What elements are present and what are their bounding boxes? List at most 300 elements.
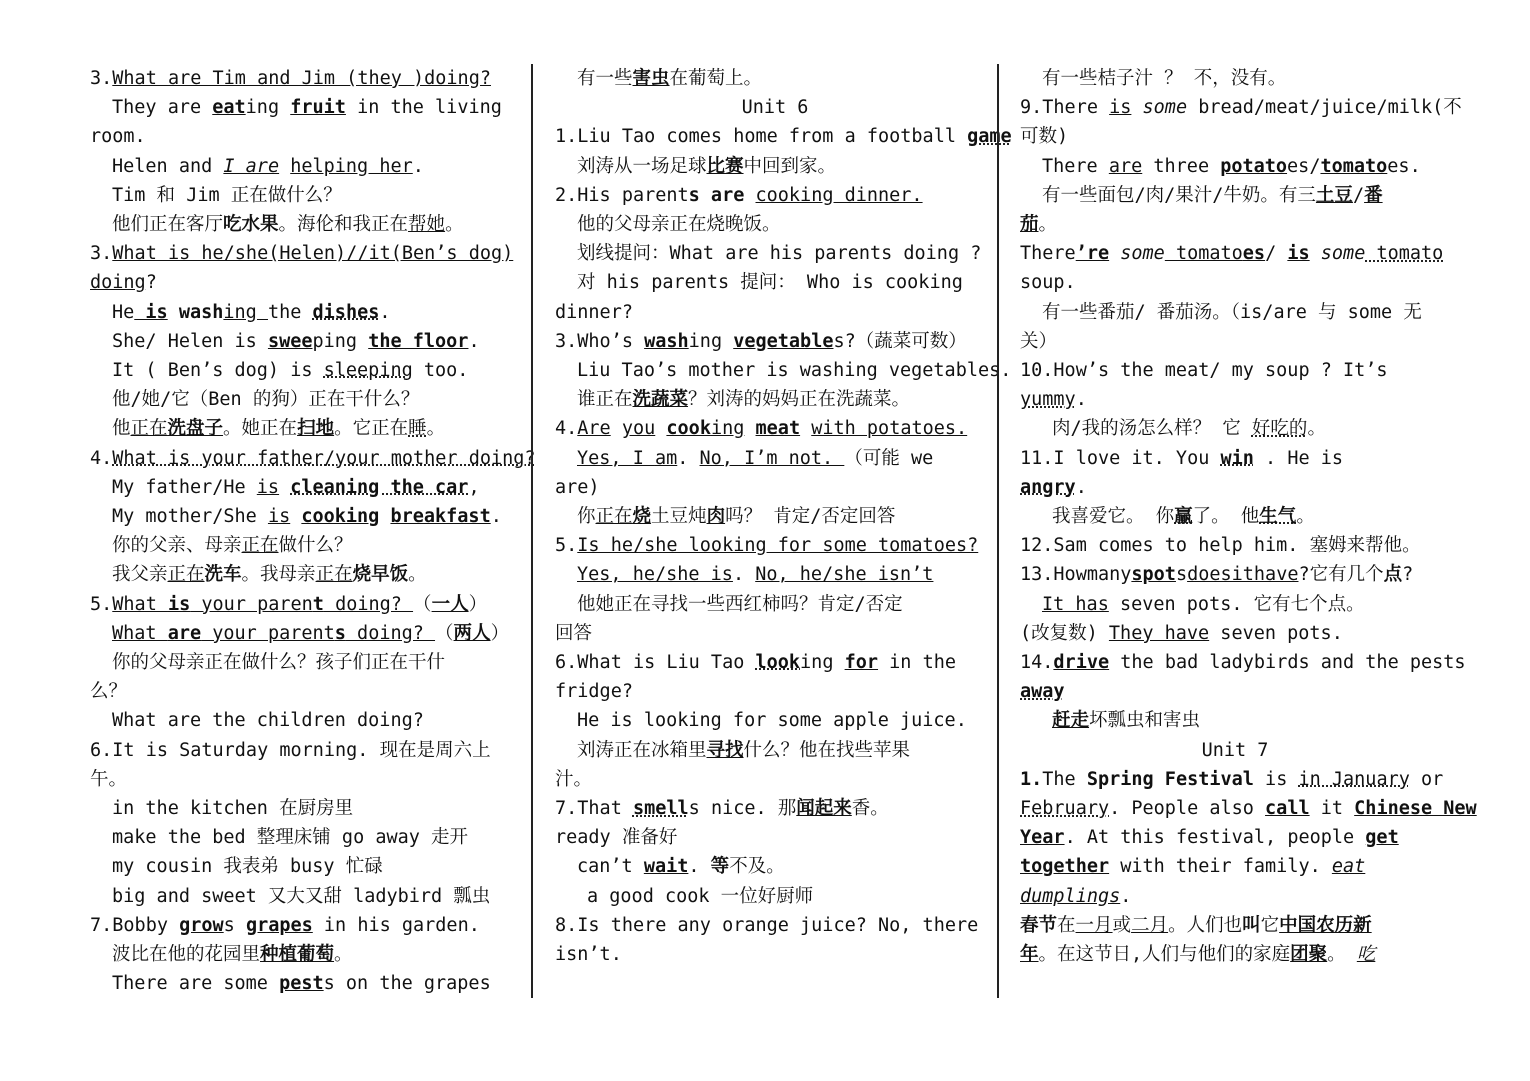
- text-segment: the: [267, 301, 313, 323]
- text-segment: 。: [408, 564, 427, 586]
- text-line: [1020, 152, 1450, 181]
- text-line: [90, 823, 520, 852]
- text-segment: The: [1042, 768, 1087, 790]
- text-segment: 比赛: [706, 155, 744, 177]
- text-line: [1020, 940, 1450, 969]
- text-line: [555, 911, 995, 940]
- text-segment: ）: [468, 593, 488, 615]
- text-segment: 吃: [1356, 944, 1376, 966]
- text-segment: 洗车: [204, 564, 242, 586]
- text-segment: 13.Howmany: [1020, 564, 1132, 586]
- text-line: [1020, 444, 1450, 473]
- text-segment: isn’t.: [555, 944, 622, 966]
- text-segment: doesithave: [1187, 564, 1299, 586]
- text-line: [555, 327, 995, 356]
- text-segment: 你: [577, 506, 596, 528]
- text-segment: My mother/She: [112, 506, 268, 528]
- text-segment: or: [1409, 768, 1444, 790]
- text-segment: with their family.: [1109, 856, 1332, 878]
- text-segment: 坏瓢虫和害虫: [1089, 710, 1201, 732]
- text-segment: .: [1075, 476, 1087, 498]
- text-segment: 有一些: [577, 68, 633, 89]
- text-line: [555, 531, 995, 560]
- text-segment: 种植葡萄: [260, 944, 335, 966]
- text-segment: 或: [1112, 914, 1132, 936]
- text-segment: ?: [1402, 564, 1414, 586]
- text-segment: 年: [1020, 944, 1039, 966]
- text-segment: 他: [112, 418, 131, 440]
- text-segment: make the bed 整理床铺 go away 走开: [112, 827, 469, 849]
- text-segment: doing?: [345, 622, 436, 644]
- text-line: [90, 677, 520, 706]
- text-segment: 4.: [555, 418, 578, 440]
- text-segment: My father/He: [112, 476, 257, 498]
- text-segment: 两人: [453, 622, 491, 644]
- text-segment: with potatoes.: [811, 418, 968, 440]
- text-segment: No, he/she isn’t: [755, 564, 934, 586]
- text-segment: 洗盘子: [167, 418, 224, 440]
- text-line: [555, 122, 1012, 151]
- text-segment: 土豆: [1315, 184, 1353, 206]
- text-line: [1020, 560, 1450, 589]
- text-segment: 什么？他在找些苹果: [743, 739, 911, 761]
- text-segment: ,: [468, 476, 480, 498]
- text-segment: .: [412, 155, 424, 177]
- text-segment: 刘涛从一场足球: [577, 155, 707, 177]
- text-line: [555, 619, 995, 648]
- text-segment: 睡: [408, 418, 427, 440]
- text-segment: vegetable: [733, 330, 834, 352]
- text-line: [555, 677, 995, 706]
- text-segment: 么？: [90, 681, 128, 703]
- text-segment: [379, 506, 390, 527]
- text-line: [90, 794, 520, 823]
- text-segment: my cousin 我表弟 busy 忙碌: [112, 856, 383, 878]
- text-segment: What is your father/your mother doing?: [112, 447, 536, 469]
- text-segment: meat: [755, 418, 801, 440]
- text-segment: Spring Festival: [1086, 768, 1254, 790]
- text-segment: (改复数): [1020, 622, 1109, 644]
- text-segment: 他她正在寻找一些西红柿吗？肯定/否定: [577, 593, 903, 615]
- text-segment: s are: [688, 184, 745, 206]
- text-line: [90, 210, 520, 239]
- text-segment: 对 his parents 提问： Who is cooking: [577, 272, 963, 294]
- text-segment: es/: [1287, 155, 1321, 177]
- text-line: [555, 648, 995, 677]
- text-segment: It has: [1042, 593, 1109, 615]
- text-segment: /: [1352, 184, 1365, 206]
- text-line: [90, 298, 520, 327]
- text-segment: es.: [1387, 155, 1421, 177]
- text-segment: What is he/she(Helen)//it(Ben’s dog): [112, 243, 514, 265]
- text-line: [555, 852, 995, 881]
- text-segment: 你的父亲、母亲: [112, 535, 242, 557]
- text-segment: 团聚: [1290, 944, 1328, 966]
- text-line: [555, 560, 995, 589]
- text-segment: ing: [800, 652, 845, 674]
- text-segment: for: [844, 652, 879, 674]
- text-segment: （: [413, 593, 432, 615]
- text-segment: seven pots. 它有七个点。: [1108, 593, 1365, 615]
- text-line: [90, 969, 520, 998]
- text-line: [1020, 911, 1450, 940]
- text-segment: 5.: [555, 535, 578, 557]
- text-line: [90, 619, 520, 648]
- text-line: [555, 444, 995, 473]
- text-line: [90, 940, 520, 969]
- text-segment: 6.What is Liu Tao: [555, 652, 756, 674]
- text-line: [90, 590, 520, 619]
- text-segment: 午。: [90, 768, 128, 790]
- text-segment: eat: [212, 97, 246, 119]
- text-segment: 4.: [90, 447, 113, 469]
- text-line: [555, 93, 995, 122]
- text-segment: 正在: [130, 418, 168, 440]
- text-segment: ?它有几个: [1298, 564, 1384, 586]
- text-segment: 。人们也: [1168, 914, 1243, 936]
- text-line: [90, 531, 520, 560]
- text-segment: are): [555, 476, 600, 498]
- text-segment: Yes, I: [577, 447, 655, 469]
- text-segment: some: [1320, 243, 1366, 265]
- text-segment: s on the grapes: [323, 973, 491, 995]
- text-line: [90, 560, 520, 589]
- text-segment: 他/她/它（Ben 的狗）正在干什么？: [112, 389, 420, 411]
- text-segment: 中国农历新: [1279, 914, 1372, 936]
- text-segment: Is he/she looking for some tomatoes?: [577, 535, 979, 557]
- text-segment: wash: [178, 301, 224, 323]
- text-segment: ing: [223, 301, 268, 323]
- text-segment: some: [1142, 97, 1188, 119]
- text-segment: ing: [688, 330, 734, 352]
- text-line: [555, 882, 995, 911]
- text-segment: in January: [1298, 768, 1410, 790]
- text-segment: seven pots.: [1209, 622, 1343, 644]
- text-line: [555, 940, 995, 969]
- text-segment: wash: [644, 330, 689, 352]
- column-divider-right: [997, 64, 999, 998]
- text-line: [1020, 64, 1450, 93]
- text-segment: are: [1108, 155, 1143, 177]
- text-segment: Yes, he/she is: [577, 564, 733, 586]
- text-segment: pest: [279, 973, 324, 995]
- text-segment: . He is: [1253, 447, 1344, 469]
- text-segment: .: [490, 506, 502, 528]
- text-segment: look: [755, 652, 801, 674]
- text-segment: soup.: [1020, 272, 1076, 294]
- text-segment: 肉/我的汤怎么样？ 它: [1052, 418, 1252, 440]
- text-segment: 。海伦和我正在: [278, 214, 409, 236]
- text-segment: What are Tim and Jim (they )doing?: [112, 68, 491, 89]
- text-segment: 赶走: [1052, 710, 1090, 732]
- text-segment: 土豆炖: [651, 506, 707, 528]
- text-segment: 9.There: [1020, 97, 1110, 119]
- text-segment: 洗蔬菜: [632, 389, 689, 411]
- text-segment: 划线提问：What are his parents doing ?: [577, 243, 982, 265]
- text-line: [90, 122, 520, 151]
- text-segment: is: [1287, 243, 1310, 265]
- text-segment: They are: [112, 97, 213, 119]
- text-segment: room.: [90, 126, 146, 148]
- text-line: [1020, 239, 1450, 268]
- text-segment: grapes: [245, 914, 313, 936]
- text-line: [1020, 122, 1450, 151]
- text-line: [1020, 356, 1450, 385]
- text-segment: 1.Liu Tao comes home from a football: [555, 126, 968, 148]
- text-line: [90, 327, 520, 356]
- text-segment: 7.Bobby: [90, 914, 180, 936]
- text-segment: sleeping: [323, 360, 413, 382]
- text-segment: your paren: [190, 593, 313, 615]
- text-segment: tomato: [1365, 243, 1444, 265]
- text-segment: 关）: [1020, 330, 1058, 352]
- text-segment: 肉: [706, 506, 726, 528]
- text-segment: 番: [1364, 184, 1383, 206]
- text-segment: What are the children doing?: [112, 710, 424, 732]
- text-segment: 正在: [167, 564, 205, 586]
- text-segment: 刘涛正在冰箱里: [577, 739, 707, 761]
- text-line: [1020, 268, 1450, 297]
- text-segment: in his garden.: [312, 914, 480, 936]
- text-line: [90, 414, 520, 443]
- text-segment: 闻起来: [796, 798, 852, 820]
- text-segment: .: [468, 330, 480, 352]
- text-line: [90, 911, 520, 940]
- text-segment: 他的父母亲正在烧晚饭。: [577, 214, 781, 236]
- text-segment: 。: [1296, 506, 1315, 528]
- text-segment: away: [1020, 681, 1065, 703]
- text-line: [1020, 648, 1466, 677]
- text-segment: game: [967, 126, 1012, 148]
- text-segment: your parent: [201, 622, 335, 644]
- column-divider-left: [531, 64, 533, 998]
- text-line: [90, 706, 520, 735]
- text-segment: 。它正在: [334, 418, 409, 440]
- text-segment: bread/meat/juice/milk(不: [1187, 97, 1462, 119]
- text-segment: What: [112, 593, 168, 615]
- text-segment: 我父亲: [112, 564, 168, 586]
- text-segment: [611, 418, 622, 439]
- text-segment: fridge?: [555, 681, 633, 703]
- text-line: [555, 152, 995, 181]
- text-segment: is: [1253, 768, 1299, 790]
- text-segment: . People also: [1109, 798, 1266, 820]
- text-segment: 12.Sam comes to help him. 塞姆来帮他。: [1020, 535, 1421, 557]
- text-line: [90, 444, 536, 473]
- text-line: [1020, 210, 1450, 239]
- text-segment: .: [677, 447, 700, 469]
- text-segment: 叫: [1242, 914, 1261, 936]
- text-segment: 烧早饭: [352, 564, 409, 586]
- text-line: [1020, 385, 1450, 414]
- text-line: [1020, 794, 1477, 823]
- text-segment: ready 准备好: [555, 827, 678, 849]
- text-segment: There: [1020, 243, 1076, 265]
- text-line: [90, 502, 520, 531]
- text-segment: Helen and: [112, 155, 224, 177]
- text-segment: grow: [179, 914, 224, 936]
- text-segment: 2.His parent: [555, 184, 689, 206]
- text-line: [90, 268, 520, 297]
- text-segment: 了。 他: [1192, 506, 1260, 528]
- text-segment: tomato: [1164, 243, 1243, 265]
- text-segment: 他们正在客厅: [112, 214, 224, 236]
- text-segment: 。: [1307, 418, 1326, 440]
- text-segment: a good cook 一位好厨师: [587, 885, 814, 907]
- text-segment: 茄: [1020, 214, 1039, 236]
- text-segment: 好吃的: [1251, 418, 1308, 440]
- text-line: [1020, 736, 1450, 765]
- text-line: [1020, 327, 1450, 356]
- text-segment: angry: [1020, 476, 1076, 498]
- text-segment: Liu Tao’s mother is washing vegetables.: [577, 360, 1012, 382]
- text-segment: He is looking for some apple juice.: [577, 710, 967, 732]
- text-segment: dumplings: [1020, 885, 1121, 907]
- text-segment: is: [134, 301, 168, 323]
- text-segment: cook: [666, 418, 711, 440]
- text-segment: 。在这节日,人们与他们的家庭: [1038, 944, 1291, 966]
- text-segment: 春节: [1020, 914, 1058, 936]
- text-segment: cleaning the car: [290, 476, 469, 498]
- text-line: [1020, 852, 1450, 881]
- text-segment: potato: [1220, 155, 1288, 177]
- text-segment: [744, 418, 755, 439]
- text-segment: 一人: [431, 593, 469, 615]
- text-segment: 害虫: [632, 68, 670, 89]
- text-segment: am: [654, 447, 678, 469]
- text-segment: There: [1042, 155, 1109, 177]
- text-segment: Unit 7: [1201, 739, 1269, 761]
- text-segment: 3.Who’s: [555, 330, 645, 352]
- text-segment: is: [167, 593, 191, 615]
- text-segment: 1.: [1020, 768, 1043, 790]
- text-segment: ping: [312, 330, 369, 352]
- text-line: [90, 64, 520, 93]
- text-segment: .: [1120, 885, 1132, 907]
- text-line: [1020, 93, 1462, 122]
- text-segment: （可能 we: [844, 447, 934, 469]
- text-line: [90, 181, 520, 210]
- text-segment: 10.How’s the meat/ my soup ? It’s: [1020, 360, 1388, 382]
- text-segment: in the kitchen 在厨房里: [112, 798, 354, 820]
- text-line: [90, 152, 520, 181]
- text-segment: [800, 418, 811, 439]
- text-segment: 在: [1057, 914, 1076, 936]
- text-line: [555, 298, 995, 327]
- text-line: [555, 385, 995, 414]
- text-segment: . At this festival, people: [1064, 827, 1366, 849]
- text-segment: /: [1265, 243, 1288, 265]
- text-segment: some: [1120, 243, 1165, 265]
- text-segment: spot: [1131, 564, 1176, 586]
- text-segment: What: [112, 622, 168, 644]
- text-segment: （: [435, 622, 454, 644]
- text-segment: Are: [577, 418, 611, 440]
- text-segment: 14.: [1020, 652, 1054, 674]
- text-line: [90, 385, 520, 414]
- text-line: [90, 882, 520, 911]
- text-segment: 不及。: [729, 856, 785, 878]
- text-segment: 正在: [241, 535, 279, 557]
- text-segment: 。: [1327, 944, 1357, 966]
- text-segment: 等: [710, 856, 730, 878]
- text-segment: get: [1365, 827, 1399, 849]
- text-segment: doing?: [323, 593, 414, 615]
- text-segment: 谁正在: [577, 389, 633, 411]
- text-segment: 二月: [1131, 914, 1169, 936]
- text-segment: .: [1075, 389, 1087, 411]
- text-segment: breakfast: [390, 506, 491, 528]
- text-segment: 点: [1383, 564, 1403, 586]
- text-line: [90, 852, 520, 881]
- text-segment: 3.: [90, 243, 113, 265]
- column-left: [90, 64, 536, 999]
- text-line: [555, 414, 995, 443]
- text-segment: 在葡萄上。: [669, 68, 763, 89]
- text-segment: [1109, 243, 1120, 264]
- text-segment: .: [379, 301, 391, 323]
- text-segment: 回答: [555, 622, 593, 644]
- text-segment: 一月: [1075, 914, 1113, 936]
- text-segment: 。: [334, 944, 353, 966]
- text-segment: 赢: [1174, 506, 1193, 528]
- text-segment: It ( Ben’s dog) is: [112, 360, 324, 382]
- text-line: [1020, 531, 1450, 560]
- text-segment: 。: [1038, 214, 1058, 236]
- text-line: [90, 736, 520, 765]
- text-line: [555, 210, 995, 239]
- text-line: [90, 356, 520, 385]
- text-segment: fruit: [290, 97, 346, 119]
- text-segment: 做什么？: [278, 535, 353, 557]
- text-segment: I are: [223, 155, 280, 177]
- text-line: [555, 794, 995, 823]
- text-segment: yummy: [1020, 389, 1076, 411]
- text-segment: doing: [90, 272, 146, 294]
- text-segment: wait: [643, 856, 689, 878]
- text-line: [555, 64, 995, 93]
- text-segment: in the living: [345, 97, 502, 119]
- text-segment: No, I’m not.: [699, 447, 845, 469]
- text-segment: the bad ladybirds and the pests: [1109, 652, 1466, 674]
- text-segment: Unit 6: [741, 97, 809, 119]
- text-segment: 。: [426, 418, 446, 440]
- text-segment: 。我母亲: [241, 564, 316, 586]
- text-segment: 7.That: [555, 798, 633, 820]
- text-line: [90, 648, 520, 677]
- text-line: [555, 181, 995, 210]
- text-line: [1020, 298, 1450, 327]
- text-segment: 吃水果: [223, 214, 279, 236]
- text-segment: s: [334, 622, 346, 644]
- text-segment: 香。: [851, 798, 889, 820]
- text-segment: 寻找: [706, 739, 744, 761]
- text-segment: call: [1265, 798, 1310, 820]
- text-segment: 中回到家。: [743, 155, 837, 177]
- text-segment: [1310, 243, 1321, 264]
- text-segment: [744, 185, 755, 206]
- text-segment: tomato: [1320, 155, 1388, 177]
- text-segment: 5.: [90, 593, 113, 615]
- text-segment: s nice. 那: [688, 798, 797, 820]
- text-segment: too.: [412, 360, 469, 382]
- text-segment: 波比在他的花园里: [112, 944, 261, 966]
- text-segment: ）: [490, 622, 510, 644]
- text-segment: They have: [1108, 622, 1210, 644]
- text-line: [555, 239, 995, 268]
- text-line: [1020, 823, 1450, 852]
- text-segment: ’re: [1075, 243, 1110, 265]
